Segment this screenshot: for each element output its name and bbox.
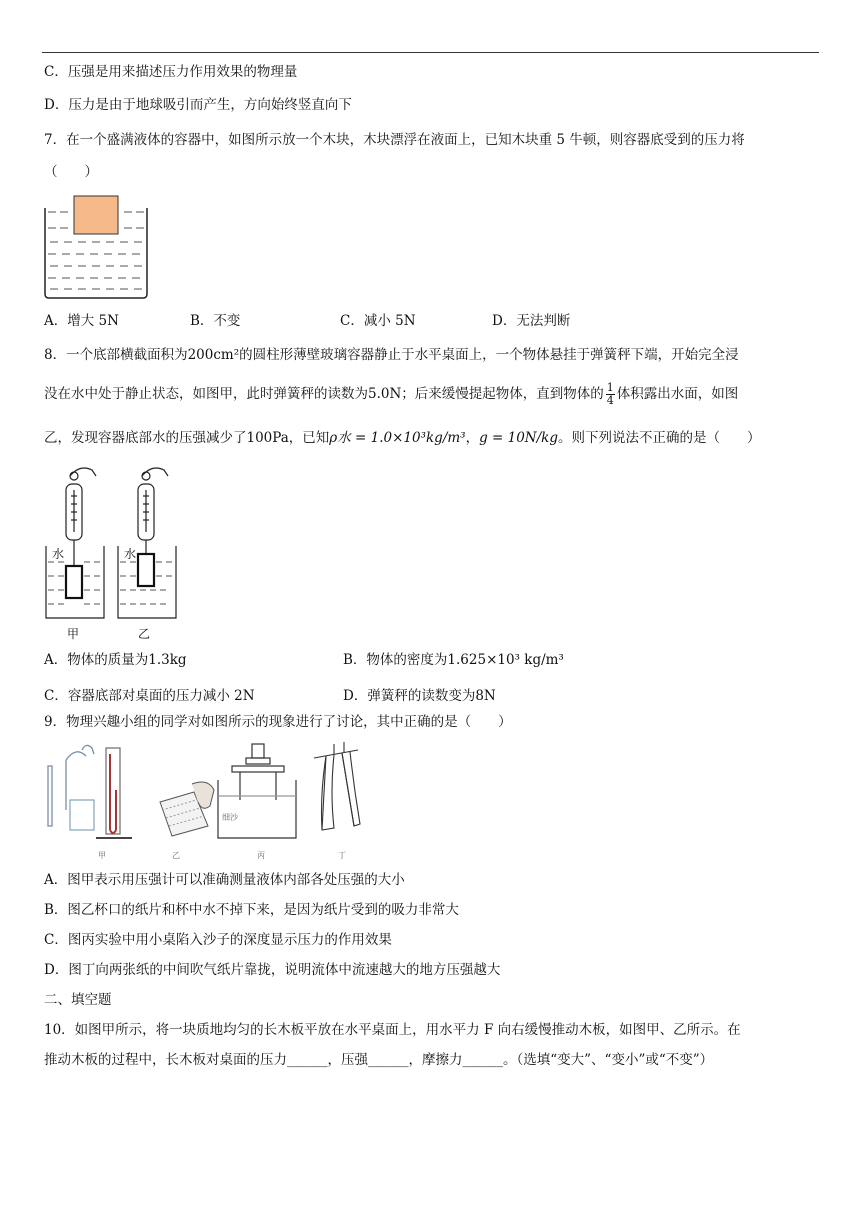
q10-stem-line2: 推动木板的过程中，长木板对桌面的压力______，压强______，摩擦力______。（选填“变大”、“变小”或“不变”） [44, 1052, 714, 1068]
q8-pressure-change: 100Pa [246, 430, 289, 446]
q7-stem-line1: 7．在一个盛满液体的容器中，如图所示放一个木块，木块漂浮在液面上，已知木块重 5 牛顿，则容器底受到的压力将 [44, 132, 745, 148]
q8-water-label-yi: 水 [124, 547, 137, 561]
q9-caption-bing: 丙 [257, 851, 265, 860]
q8-gravity: g = 10N/kg [479, 430, 558, 446]
q8-reading: 5.0N [368, 386, 402, 402]
q7-option-d: D．无法判断 [492, 313, 571, 329]
q8-caption-yi: 乙 [138, 627, 151, 641]
q7-option-a: A．增大 5N [44, 313, 119, 329]
q8-stem-line2: 没在水中处于静止状态，如图甲，此时弹簧秤的读数为5.0N；后来缓慢提起物体，直到物体的 $\frac{1}{4}$ 体积露出水面，如图 [44, 381, 739, 407]
q9-stem: 9．物理兴趣小组的同学对如图所示的现象进行了讨论，其中正确的是（ ） [44, 714, 512, 730]
q8-object-yi [138, 554, 154, 586]
q7-wooden-block [74, 196, 118, 234]
q8-figure [40, 462, 190, 624]
q9-figure [42, 740, 362, 844]
q8-spring-scale-yi [138, 468, 168, 554]
q8-option-b: B．物体的密度为1.625×10³ kg/m³ [343, 652, 564, 668]
q7-stem-line2: （ ） [44, 164, 98, 180]
q8-object-jia [66, 566, 82, 598]
q8-stem-line1: 8．一个底部横截面积为200cm²的圆柱形薄壁玻璃容器静止于水平桌面上，一个物体悬挂于弹簧秤下端，开始完全浸 [44, 347, 739, 363]
q7-figure-container [42, 194, 150, 300]
q7-option-b: B．不变 [190, 313, 241, 329]
q9-caption-jia: 甲 [98, 851, 106, 860]
q9-option-a: A．图甲表示用压强计可以准确测量液体内部各处压强的大小 [44, 872, 405, 888]
q6-option-c: C．压强是用来描述压力作用效果的物理量 [44, 64, 298, 80]
q10-stem-line1: 10．如图甲所示，将一块质地均匀的长木板平放在水平桌面上，用水平力 F 向右缓慢推动木板，如图甲、乙所示。在 [44, 1022, 741, 1038]
q9-option-c: C．图丙实验中用小桌陷入沙子的深度显示压力的作用效果 [44, 932, 392, 948]
q9-pressure-gauge [48, 745, 132, 838]
q9-two-papers [314, 742, 360, 830]
q6-option-d: D．压力是由于地球吸引而产生，方向始终竖直向下 [44, 97, 352, 113]
q8-density: ρ水 = 1.0×10³kg/m³ [329, 430, 466, 446]
q8-spring-scale-jia [66, 468, 96, 566]
q7-option-c: C．减小 5N [340, 313, 416, 329]
q8-option-d: D．弹簧秤的读数变为8N [343, 688, 496, 704]
q8-option-a: A．物体的质量为1.3kg [44, 652, 187, 668]
q9-cup-paper [160, 782, 214, 836]
q8-fraction: $\frac{1}{4}$ [606, 381, 614, 407]
q9-caption-ding: 丁 [338, 851, 346, 860]
q9-caption-yi: 乙 [172, 851, 180, 860]
q8-water-label-jia: 水 [52, 547, 65, 561]
q9-option-d: D．图丁向两张纸的中间吹气纸片靠拢，说明流体中流速越大的地方压强越大 [44, 962, 501, 978]
q8-option-c: C．容器底部对桌面的压力减小 2N [44, 688, 255, 704]
q8-stem-line3: 乙，发现容器底部水的压强减少了100Pa，已知ρ水 = 1.0×10³kg/m³，g = 10N/kg。则下列说法不正确的是（ ） [44, 430, 761, 446]
q9-option-b: B．图乙杯口的纸片和杯中水不掉下来，是因为纸片受到的吸力非常大 [44, 902, 459, 918]
header-rule [42, 52, 819, 53]
section-fill-in-title: 二、填空题 [44, 992, 112, 1008]
q8-area: 200cm² [187, 347, 240, 363]
q9-table-sand [218, 744, 296, 838]
q8-caption-jia: 甲 [67, 627, 80, 641]
q9-sand-label: 细沙 [222, 813, 238, 822]
